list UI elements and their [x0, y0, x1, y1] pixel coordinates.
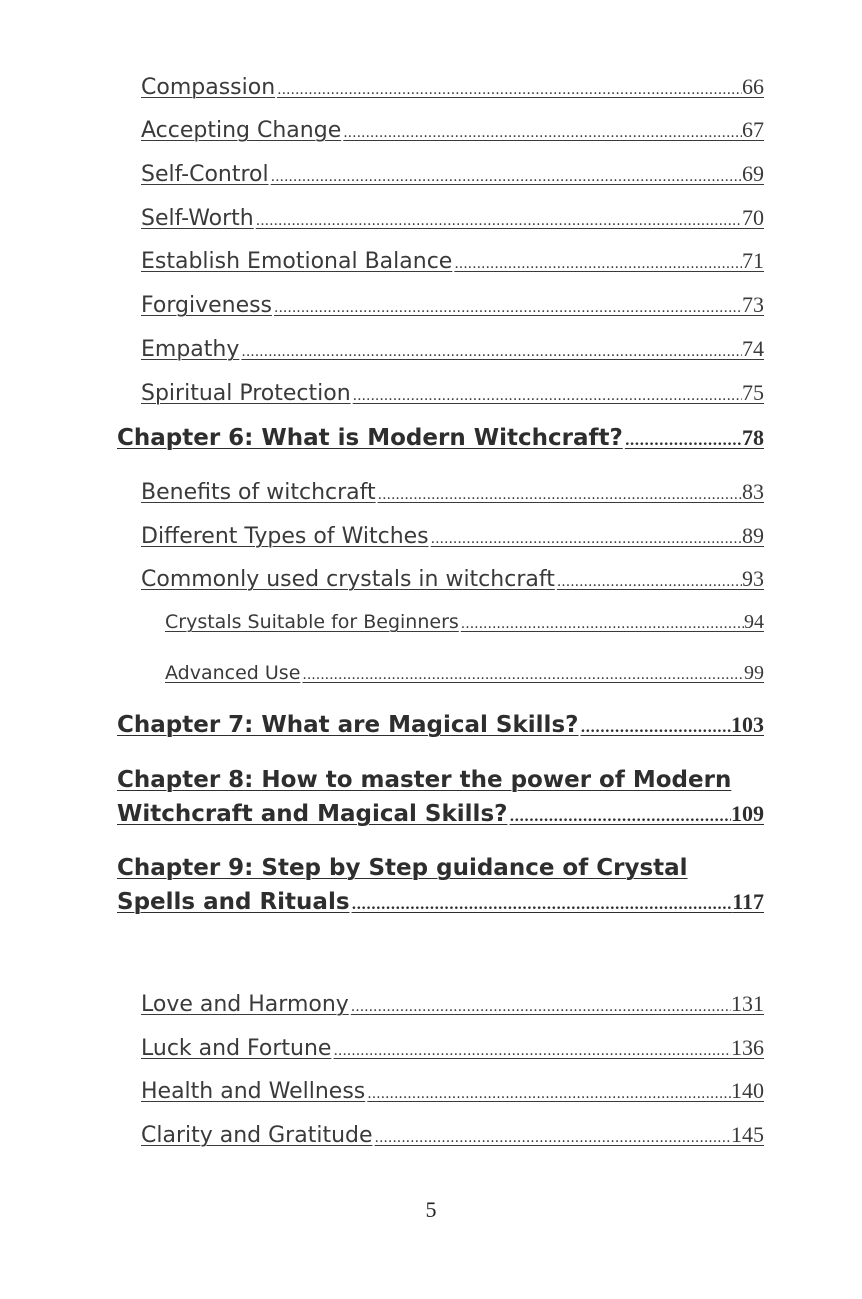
toc-entry-page: 83 — [742, 479, 764, 504]
toc-chapter-title-line2: Witchcraft and Magical Skills? — [117, 801, 508, 827]
toc-entry-luck-and-fortune[interactable] — [141, 1035, 764, 1061]
toc-entry-title: Forgiveness — [141, 293, 273, 318]
toc-entry-title: Commonly used crystals in witchcraft — [141, 567, 555, 592]
toc-entry-title: Accepting Change — [141, 118, 342, 143]
toc-entry-title: Benefits of witchcraft — [141, 480, 376, 505]
toc-chapter-7[interactable] — [117, 712, 764, 738]
dot-leader — [507, 800, 731, 834]
toc-chapter-8[interactable] — [117, 763, 764, 834]
toc-entry-page: 136 — [731, 1035, 764, 1060]
toc-chapter-title-line1: Chapter 8: How to master the power of Modern — [117, 767, 732, 793]
dot-leader — [254, 213, 742, 229]
dot-leader — [269, 169, 742, 185]
toc-chapter-title-line1: Chapter 9: Step by Step guidance of Crystal — [117, 855, 688, 881]
toc-chapter-title-line2-row — [117, 885, 764, 922]
toc-entry-title: Clarity and Gratitude — [141, 1123, 373, 1148]
toc-entry-page: 140 — [731, 1078, 764, 1103]
dot-leader — [351, 388, 742, 404]
toc-chapter-title: Chapter 6: What is Modern Witchcraft? — [117, 425, 623, 451]
toc-chapter-title-line2: Spells and Rituals — [117, 889, 350, 915]
toc-entry-establish-emotional-balance[interactable] — [141, 248, 764, 274]
toc-subentry-crystals-for-beginners[interactable] — [165, 611, 764, 634]
toc-entry-page: 71 — [742, 248, 764, 273]
toc-entry-self-worth[interactable] — [141, 205, 764, 231]
dot-leader — [373, 1130, 731, 1146]
toc-entry-title: Different Types of Witches — [141, 524, 429, 549]
toc-entry-page: 74 — [742, 336, 764, 361]
toc-entry-title: Self-Worth — [141, 206, 254, 231]
dot-leader — [376, 487, 742, 503]
toc-entry-commonly-used-crystals[interactable] — [141, 566, 764, 592]
dot-leader — [459, 616, 744, 632]
toc-chapter-title: Chapter 7: What are Magical Skills? — [117, 712, 579, 738]
dot-leader — [341, 125, 742, 141]
toc-entry-love-and-harmony[interactable] — [141, 991, 764, 1017]
toc-entry-page: 99 — [744, 662, 764, 684]
toc-entry-page: 67 — [742, 117, 764, 142]
toc-entry-page: 89 — [742, 523, 764, 548]
dot-leader — [300, 667, 744, 683]
toc-entry-title: Health and Wellness — [141, 1079, 366, 1104]
toc-entry-title: Establish Emotional Balance — [141, 249, 453, 274]
dot-leader — [429, 531, 742, 547]
dot-leader — [349, 999, 731, 1015]
toc-chapter-page: 103 — [731, 712, 764, 737]
toc-entry-accepting-change[interactable] — [141, 117, 764, 143]
toc-entry-different-types-of-witches[interactable] — [141, 523, 764, 549]
toc-entry-title: Empathy — [141, 337, 240, 362]
toc-entry-page: 69 — [742, 161, 764, 186]
toc-entry-spiritual-protection[interactable] — [141, 380, 764, 406]
dot-leader — [350, 888, 733, 922]
dot-leader — [239, 344, 742, 360]
toc-chapter-9[interactable] — [117, 851, 764, 922]
toc-entry-benefits-of-witchcraft[interactable] — [141, 479, 764, 505]
toc-entry-page: 66 — [742, 74, 764, 99]
page-number: 5 — [425, 1197, 437, 1222]
dot-leader — [331, 1043, 731, 1059]
toc-entry-page: 145 — [731, 1122, 764, 1147]
toc-entry-title: Advanced Use — [165, 662, 301, 684]
toc-entry-health-and-wellness[interactable] — [141, 1078, 764, 1104]
toc-entry-page: 73 — [742, 292, 764, 317]
toc-chapter-page: 117 — [732, 889, 764, 914]
dot-leader — [578, 720, 731, 736]
toc-entry-page: 70 — [742, 205, 764, 230]
dot-leader — [452, 256, 742, 272]
toc-chapter-page: 109 — [731, 801, 764, 826]
toc-subentry-advanced-use[interactable] — [165, 662, 764, 685]
dot-leader — [623, 433, 742, 449]
dot-leader — [365, 1086, 731, 1102]
toc-chapter-6[interactable] — [117, 425, 764, 451]
toc-entry-title: Self-Control — [141, 162, 269, 187]
toc-entry-title: Spiritual Protection — [141, 381, 351, 406]
dot-leader — [275, 82, 742, 98]
toc-entry-empathy[interactable] — [141, 336, 764, 362]
toc-entry-compassion[interactable] — [141, 74, 764, 100]
toc-chapter-page: 78 — [742, 425, 764, 450]
toc-entry-page: 131 — [731, 991, 764, 1016]
toc-chapter-title-line2-row — [117, 797, 764, 834]
dot-leader — [272, 300, 742, 316]
toc-entry-title: Crystals Suitable for Beginners — [165, 611, 459, 633]
toc-entry-page: 94 — [744, 611, 764, 633]
toc-entry-title: Luck and Fortune — [141, 1036, 332, 1061]
toc-entry-forgiveness[interactable] — [141, 292, 764, 318]
dot-leader — [555, 574, 742, 590]
toc-entry-page: 75 — [742, 380, 764, 405]
toc-entry-page: 93 — [742, 566, 764, 591]
toc-entry-clarity-and-gratitude[interactable] — [141, 1122, 764, 1148]
toc-entry-self-control[interactable] — [141, 161, 764, 187]
toc-entry-title: Love and Harmony — [141, 992, 349, 1017]
toc-entry-title: Compassion — [141, 75, 276, 100]
